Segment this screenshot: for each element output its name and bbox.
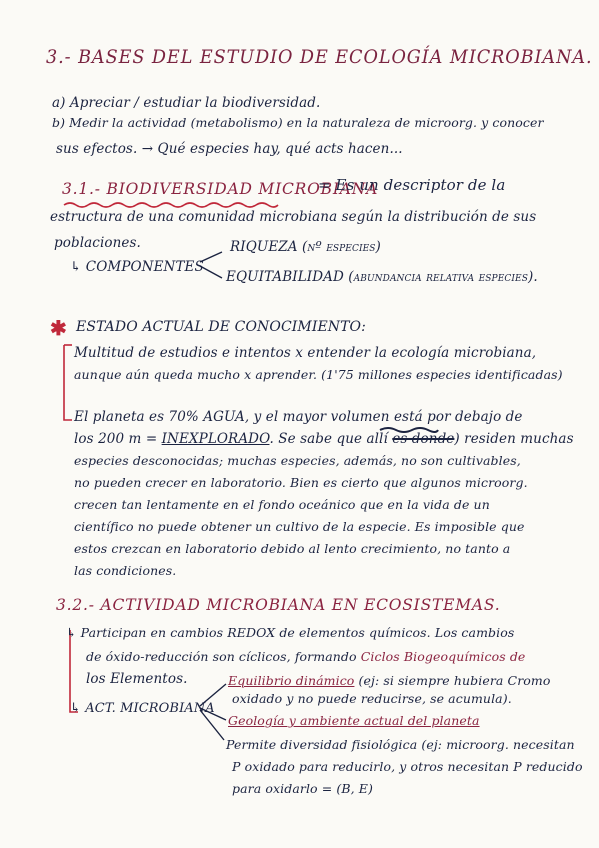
star-icon: ✱ xyxy=(50,316,67,340)
act-branch-1-underlined: Equilibrio dinámico xyxy=(228,673,355,688)
equitabilidad-item: EQUITABILIDAD (abundancia relativa especies). xyxy=(226,269,538,285)
s32-p1-red: Ciclos Biogeoquímicos de xyxy=(360,649,526,664)
act-branch-3-line2: P oxidado para reducirlo, y otros necesitan P reducido xyxy=(232,759,583,774)
intro-a: a) Apreciar / estudiar la biodiversidad. xyxy=(52,95,321,111)
estado-p1-line1: Multitud de estudios e intentos x entender la ecología microbiana, xyxy=(74,345,537,361)
estado-p2-strike: es donde xyxy=(392,431,455,447)
intro-b-line1: b) Medir la actividad (metabolismo) en la naturaleza de microorg. y conocer xyxy=(52,115,544,130)
estado-p2-line5: crecen tan lentamente en el fondo oceánico que en la vida de un xyxy=(74,497,490,512)
s32-p1-line3: los Elementos. xyxy=(86,671,188,687)
act-microbiana-label: ↳ ACT. MICROBIANA xyxy=(70,701,215,716)
componentes-label: ↳ COMPONENTES xyxy=(70,259,204,275)
main-heading: 3.- BASES DEL ESTUDIO DE ECOLOGÍA MICROBIANA. xyxy=(46,46,593,68)
riqueza-item: RIQUEZA (nº especies) xyxy=(230,239,381,255)
estado-p2-line7: estos crezcan en laboratorio debido al lento crecimiento, no tanto a xyxy=(74,541,511,556)
intro-b-line2: sus efectos. → Qué especies hay, qué acts hacen... xyxy=(56,141,403,157)
estado-p2-line6: científico no puede obtener un cultivo de la especie. Es imposible que xyxy=(74,519,525,534)
estado-p2-pre: los 200 m = xyxy=(74,431,162,447)
wavy-underline xyxy=(64,203,278,207)
estado-p2-line8: las condiciones. xyxy=(74,563,177,578)
estado-p2-line3: especies desconocidas; muchas especies, además, no son cultivables, xyxy=(74,453,521,468)
estado-p1-line2: aunque aún queda mucho x aprender. (1'75 millones especies identificadas) xyxy=(74,367,563,382)
section-3-1-def2: estructura de una comunidad microbiana según la distribución de sus xyxy=(50,209,537,225)
estado-p2-line4: no pueden crecer en laboratorio. Bien es cierto que algunos microorg. xyxy=(74,475,528,490)
section-3-1-title: 3.1.- BIODIVERSIDAD MICROBIANA xyxy=(62,180,379,198)
act-branch-3-line3: para oxidarlo = (B, E) xyxy=(232,781,374,796)
estado-p2-line2 xyxy=(74,430,574,448)
section-3-2-title: 3.2.- ACTIVIDAD MICROBIANA EN ECOSISTEMAS. xyxy=(56,596,501,614)
s32-p1-line1: ↳ Participan en cambios REDOX de elementos químicos. Los cambios xyxy=(66,625,515,640)
act-branch-1-rest: (ej: si siempre hubiera Cromo xyxy=(354,673,551,688)
section-3-1-def3: poblaciones. xyxy=(54,235,141,251)
estado-bracket xyxy=(64,345,72,420)
estado-title: ESTADO ACTUAL DE CONOCIMIENTO: xyxy=(76,319,366,335)
s32-p1-pre: de óxido-reducción son cíclicos, formando xyxy=(86,649,361,664)
estado-p2-mid: . Se sabe que allí xyxy=(269,431,393,447)
act-branch-3-line1: Permite diversidad fisiológica (ej: microorg. necesitan xyxy=(226,737,575,752)
s32-p1-line2 xyxy=(86,648,525,666)
act-branch-1b: oxidado y no puede reducirse, se acumula). xyxy=(232,691,512,706)
estado-p2-post: ) residen muchas xyxy=(454,431,574,447)
act-branch-1 xyxy=(228,672,551,690)
estado-p2-line1: El planeta es 70% AGUA, y el mayor volumen está por debajo de xyxy=(74,409,523,425)
section-3-1-def1: = Es un descriptor de la xyxy=(318,176,506,194)
act-branch-2: Geología y ambiente actual del planeta xyxy=(228,713,480,728)
estado-p2-unexplored: INEXPLORADO xyxy=(161,431,270,447)
